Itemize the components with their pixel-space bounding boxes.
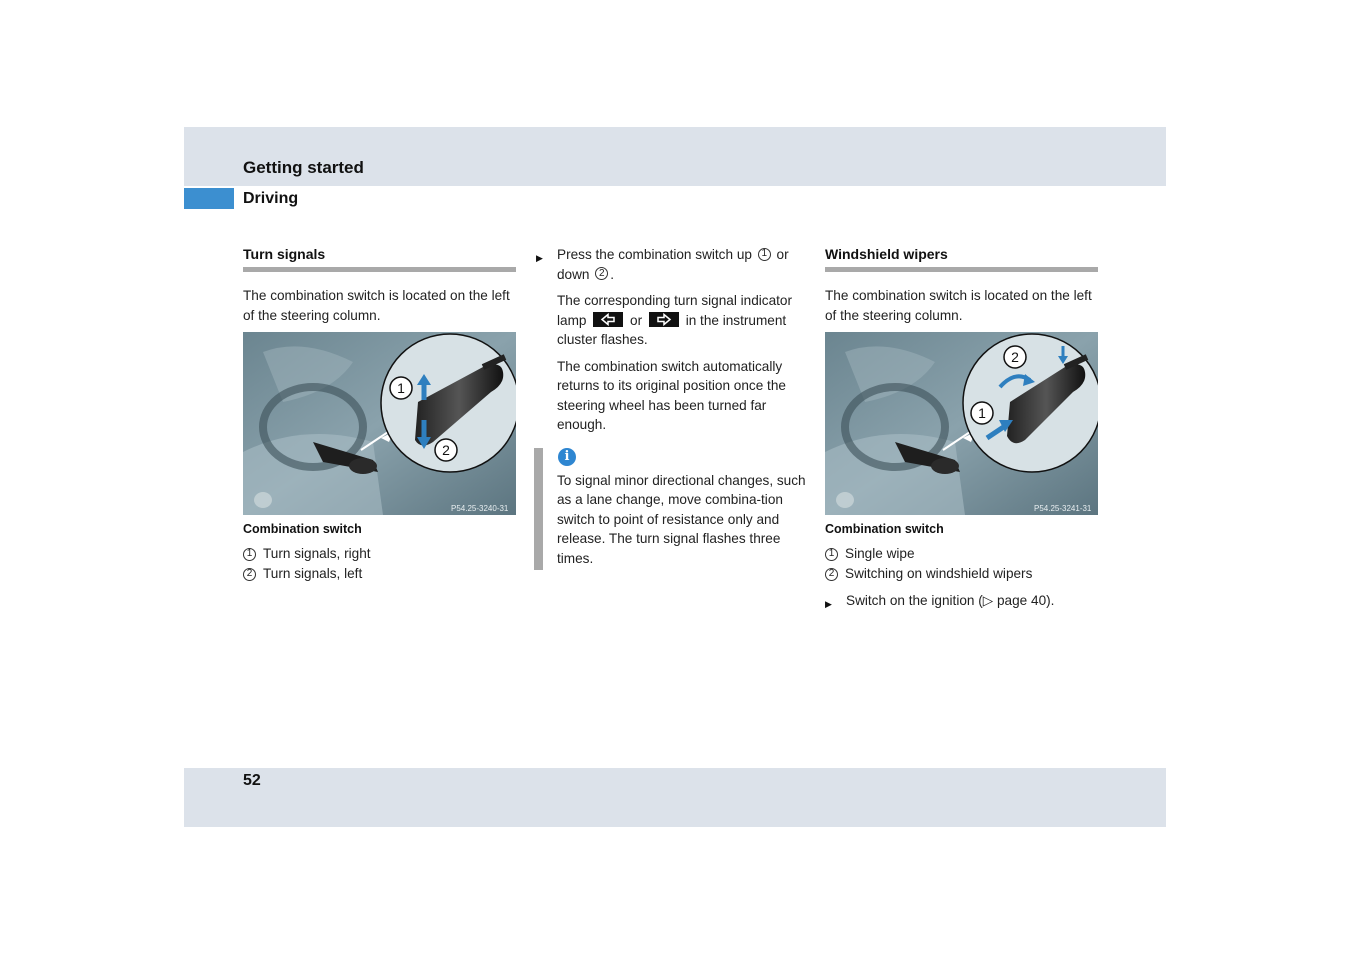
wipers-caption: Combination switch <box>825 522 944 536</box>
section-title: Getting started <box>243 158 364 177</box>
wipers-intro: The combination switch is located on the left of the steering column. <box>825 288 1092 323</box>
wiper-switch-photo <box>825 332 1098 515</box>
turn-left-arrow-icon <box>593 312 623 327</box>
turn-signals-heading: Turn signals <box>243 245 516 272</box>
number-badge: 2 <box>595 267 608 280</box>
subsection-title: Driving <box>243 190 299 207</box>
instruction-step <box>825 591 1098 615</box>
step-text: or down <box>557 247 789 282</box>
note-bar <box>534 448 543 570</box>
svg-text:1: 1 <box>397 380 405 396</box>
svg-text:1: 1 <box>978 405 986 421</box>
legend-text: Turn signals, right <box>263 546 371 561</box>
instructions-column <box>536 245 808 570</box>
turn-signals-image-code: P54.25-3240-31 <box>451 504 509 513</box>
info-note <box>536 448 808 570</box>
svg-text:2: 2 <box>1011 349 1019 365</box>
turn-signal-switch-photo <box>243 332 516 515</box>
turn-signals-column <box>243 245 516 584</box>
turn-signals-intro: The combination switch is located on the left of the steering column. <box>243 288 510 323</box>
number-badge: 1 <box>825 548 838 561</box>
wipers-image-code: P54.25-3241-31 <box>1034 504 1092 513</box>
note-text: To signal minor directional changes, such as a lane change, move combina-tion switch to point of resistance only and release. The turn signal flashes three times. <box>557 472 806 566</box>
turn-signals-legend <box>243 544 516 584</box>
section-tab-marker <box>184 188 234 209</box>
svg-text:2: 2 <box>442 442 450 458</box>
legend-item <box>825 564 1098 584</box>
instruction-step <box>536 245 808 284</box>
wipers-column <box>825 245 1098 615</box>
step-text: Press the combination switch up <box>557 247 752 262</box>
lamp-text: or <box>630 312 643 328</box>
triangle-right-icon: ▶ <box>825 599 832 609</box>
number-badge: 1 <box>243 548 256 561</box>
lamp-text: in the instrument cluster flashes. <box>557 312 787 347</box>
turn-signals-caption: Combination switch <box>243 522 362 536</box>
number-badge: 1 <box>758 248 771 261</box>
turn-right-arrow-icon <box>649 312 679 327</box>
triangle-right-icon: ▶ <box>536 253 543 263</box>
number-badge: 2 <box>825 568 838 581</box>
step-text: Switch on the ignition (▷ page 40). <box>846 593 1055 608</box>
wipers-legend <box>825 544 1098 584</box>
number-badge: 2 <box>243 568 256 581</box>
info-icon: i <box>558 448 576 466</box>
lamp-text: The corresponding turn signal indicator lamp <box>557 293 793 328</box>
footer-band <box>184 768 1166 827</box>
legend-text: Turn signals, left <box>263 566 363 581</box>
step-text: . <box>610 266 615 282</box>
page-number: 52 <box>243 772 261 789</box>
indicator-lamp-text <box>536 291 808 350</box>
wipers-heading: Windshield wipers <box>825 245 1098 272</box>
legend-text: Single wipe <box>845 546 915 561</box>
legend-item <box>825 544 1098 564</box>
legend-item <box>243 564 516 584</box>
auto-return-text: The combination switch automatically returns to its original position once the steering wheel has been turned far enough. <box>557 358 786 432</box>
legend-item <box>243 544 516 564</box>
legend-text: Switching on windshield wipers <box>845 566 1033 581</box>
